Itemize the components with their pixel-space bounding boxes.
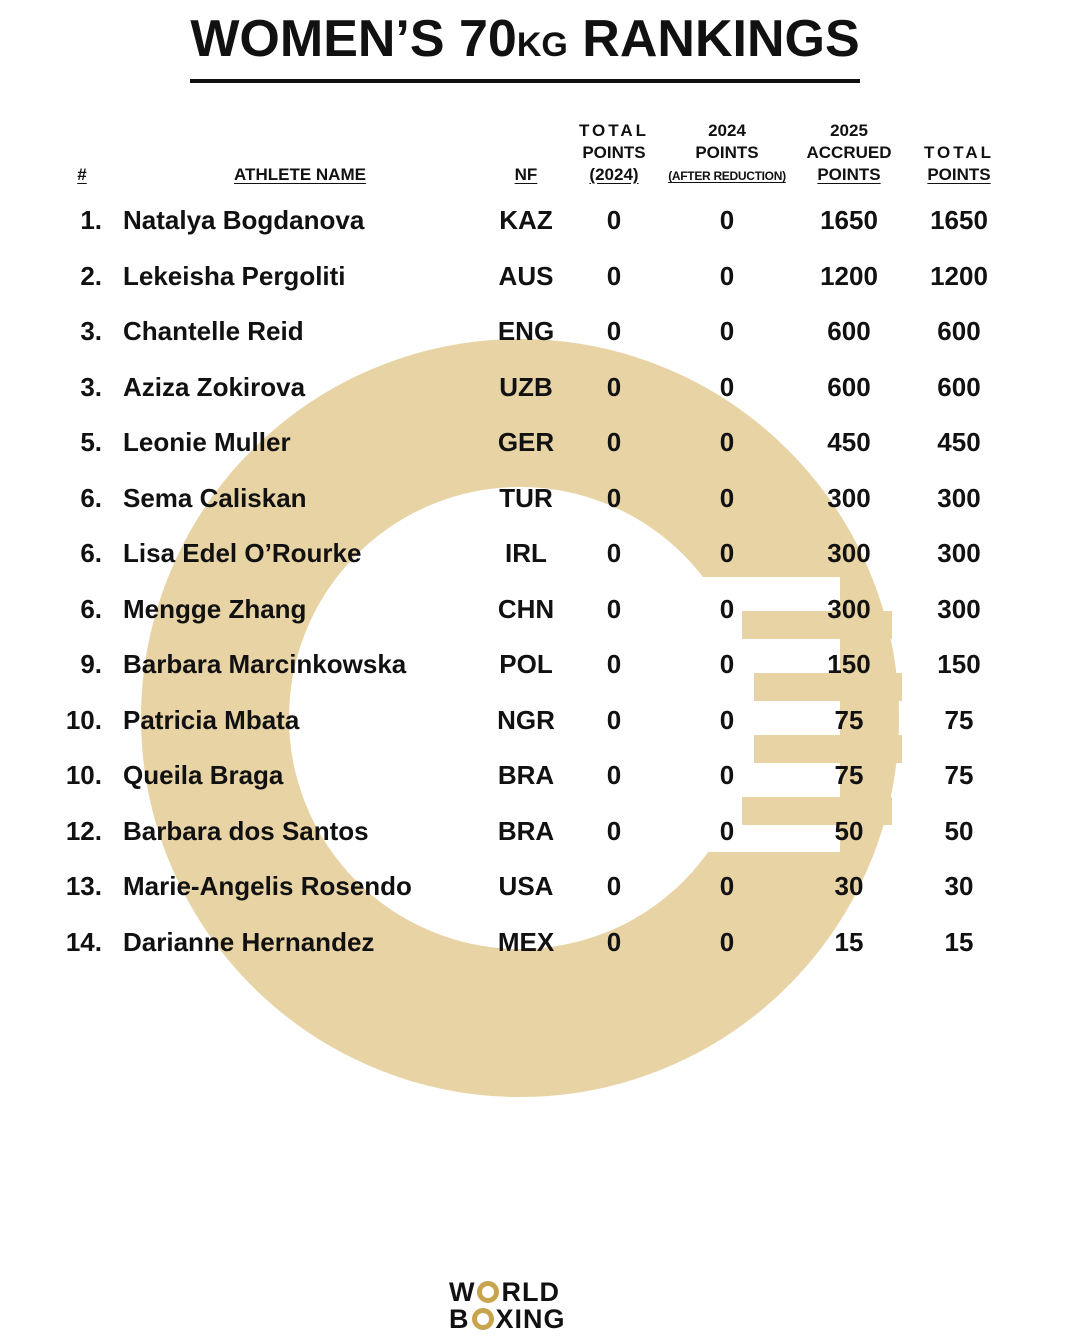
accrued-2025-cell: 75 [834, 760, 864, 790]
accrued-2025-cell: 300 [827, 538, 871, 568]
header-points-2024-line2: POINTS [695, 143, 759, 162]
points-2024-cell: 0 [719, 815, 735, 846]
total-2024-cell: 0 [606, 926, 622, 957]
logo-line-1 [449, 1278, 566, 1305]
header-nf-label: NF [514, 165, 538, 184]
rank-cell: 6. [80, 538, 102, 568]
nf-cell: BRA [497, 815, 555, 846]
accrued-2025-cell: 600 [827, 371, 871, 402]
table-row [0, 473, 1080, 529]
header-athlete-name [200, 164, 400, 186]
athlete-name-cell: Patricia Mbata [123, 704, 300, 735]
points-2024-cell: 0 [719, 926, 735, 957]
total-2024-cell: 0 [606, 760, 622, 790]
header-points-2024-line1: 2024 [708, 121, 746, 140]
athlete-name-cell: Barbara Marcinkowska [123, 649, 407, 679]
header-accrued-2025-line1: 2025 [830, 121, 868, 140]
table-row [0, 861, 1080, 917]
header-accrued-2025-line2: ACCRUED [806, 143, 892, 162]
total-2024-cell: 0 [606, 371, 622, 402]
rank-cell: 1. [80, 205, 102, 235]
rank-cell: 2. [80, 260, 102, 291]
header-rank [62, 164, 102, 186]
points-2024-cell: 0 [719, 704, 735, 735]
header-total-2024 [560, 120, 668, 186]
points-2024-cell: 0 [719, 205, 735, 235]
nf-cell: KAZ [499, 205, 553, 235]
athlete-name-cell: Barbara dos Santos [123, 815, 369, 846]
accrued-2025-cell: 15 [834, 926, 864, 957]
nf-cell: CHN [497, 593, 555, 624]
nf-cell: IRL [505, 538, 547, 568]
table-row [0, 251, 1080, 307]
header-total-2024-line1: TOTAL [578, 121, 650, 140]
athlete-name-cell: Natalya Bogdanova [123, 205, 365, 235]
nf-cell: ENG [497, 316, 555, 346]
rank-cell: 10. [65, 704, 102, 735]
table-row [0, 528, 1080, 584]
title-main: WOMEN’S 70 [190, 10, 517, 68]
points-2024-cell: 0 [719, 482, 735, 513]
accrued-2025-cell: 1650 [820, 205, 878, 235]
page-title [0, 12, 1050, 83]
rank-cell: 3. [80, 316, 102, 346]
points-2024-cell: 0 [719, 649, 735, 679]
table-row [0, 362, 1080, 418]
total-points-cell: 300 [937, 482, 981, 513]
header-total [906, 142, 1012, 186]
header-accrued-2025 [794, 120, 904, 186]
header-athlete-label: ATHLETE NAME [234, 165, 366, 184]
accrued-2025-cell: 30 [834, 871, 864, 901]
points-2024-cell: 0 [719, 760, 735, 790]
rank-cell: 14. [65, 926, 102, 957]
athlete-name-cell: Marie-Angelis Rosendo [123, 871, 412, 901]
table-row [0, 917, 1080, 973]
table-row [0, 806, 1080, 862]
total-points-cell: 450 [937, 427, 981, 457]
total-2024-cell: 0 [606, 593, 622, 624]
rank-cell: 3. [80, 371, 102, 402]
nf-cell: USA [498, 871, 554, 901]
logo-ring-icon [477, 1281, 499, 1303]
header-total-2024-line2: POINTS [582, 143, 646, 162]
nf-cell: BRA [497, 760, 555, 790]
total-points-cell: 1650 [930, 205, 988, 235]
points-2024-cell: 0 [719, 871, 735, 901]
total-2024-cell: 0 [606, 427, 622, 457]
points-2024-cell: 0 [719, 316, 735, 346]
athlete-name-cell: Aziza Zokirova [123, 371, 306, 402]
accrued-2025-cell: 450 [827, 427, 871, 457]
title-suffix: RANKINGS [567, 10, 860, 68]
total-2024-cell: 0 [606, 704, 622, 735]
accrued-2025-cell: 300 [827, 482, 871, 513]
total-points-cell: 600 [937, 371, 981, 402]
title-unit: KG [516, 26, 568, 64]
rank-cell: 6. [80, 593, 102, 624]
table-row [0, 695, 1080, 751]
athlete-name-cell: Mengge Zhang [123, 593, 307, 624]
table-row [0, 417, 1080, 473]
total-points-cell: 75 [944, 760, 974, 790]
accrued-2025-cell: 300 [827, 593, 871, 624]
logo-line2-a: B [449, 1303, 470, 1334]
athlete-name-cell: Darianne Hernandez [123, 926, 375, 957]
logo-line1-a: W [449, 1276, 476, 1307]
rank-cell: 5. [80, 427, 102, 457]
athlete-name-cell: Lekeisha Pergoliti [123, 260, 346, 291]
total-2024-cell: 0 [606, 815, 622, 846]
header-nf [486, 164, 566, 186]
header-total-2024-line3: (2024) [589, 165, 639, 184]
header-accrued-2025-line3: POINTS [817, 165, 881, 184]
total-points-cell: 15 [944, 926, 974, 957]
total-2024-cell: 0 [606, 482, 622, 513]
header-points-2024-line3: (AFTER REDUCTION) [668, 169, 786, 183]
total-2024-cell: 0 [606, 205, 622, 235]
athlete-name-cell: Leonie Muller [123, 427, 291, 457]
nf-cell: UZB [499, 371, 553, 402]
table-row [0, 750, 1080, 806]
rank-cell: 12. [65, 815, 102, 846]
total-points-cell: 300 [937, 593, 981, 624]
logo-line1-b: RLD [501, 1276, 560, 1307]
total-points-cell: 600 [937, 316, 981, 346]
athlete-name-cell: Queila Braga [123, 760, 284, 790]
accrued-2025-cell: 150 [827, 649, 871, 679]
total-2024-cell: 0 [606, 260, 622, 291]
header-total-line1: TOTAL [923, 143, 995, 162]
rankings-table [0, 195, 1080, 972]
athlete-name-cell: Lisa Edel O’Rourke [123, 538, 362, 568]
logo-ring-icon [472, 1308, 494, 1330]
table-row [0, 306, 1080, 362]
total-points-cell: 300 [937, 538, 981, 568]
total-2024-cell: 0 [606, 316, 622, 346]
world-boxing-logo [449, 1278, 566, 1332]
points-2024-cell: 0 [719, 538, 735, 568]
table-row [0, 639, 1080, 695]
header-total-line2: POINTS [927, 165, 991, 184]
total-points-cell: 50 [944, 815, 974, 846]
nf-cell: GER [497, 427, 555, 457]
points-2024-cell: 0 [719, 371, 735, 402]
header-points-2024 [664, 120, 790, 187]
logo-line-2 [449, 1305, 566, 1332]
points-2024-cell: 0 [719, 260, 735, 291]
athlete-name-cell: Chantelle Reid [123, 316, 304, 346]
total-points-cell: 150 [937, 649, 981, 679]
total-points-cell: 30 [944, 871, 974, 901]
rank-cell: 10. [65, 760, 102, 790]
header-rank-label: # [77, 165, 87, 184]
nf-cell: POL [499, 649, 553, 679]
points-2024-cell: 0 [719, 593, 735, 624]
nf-cell: AUS [498, 260, 554, 291]
nf-cell: NGR [497, 704, 555, 735]
table-row [0, 195, 1080, 251]
nf-cell: TUR [499, 482, 553, 513]
total-2024-cell: 0 [606, 871, 622, 901]
table-row [0, 584, 1080, 640]
rank-cell: 6. [80, 482, 102, 513]
accrued-2025-cell: 600 [827, 316, 871, 346]
rank-cell: 9. [80, 649, 102, 679]
points-2024-cell: 0 [719, 427, 735, 457]
accrued-2025-cell: 1200 [820, 260, 878, 291]
total-points-cell: 75 [944, 704, 974, 735]
nf-cell: MEX [497, 926, 555, 957]
accrued-2025-cell: 75 [834, 704, 864, 735]
total-2024-cell: 0 [606, 538, 622, 568]
logo-line2-b: XING [495, 1303, 566, 1334]
total-points-cell: 1200 [930, 260, 988, 291]
total-2024-cell: 0 [606, 649, 622, 679]
rank-cell: 13. [65, 871, 102, 901]
accrued-2025-cell: 50 [834, 815, 864, 846]
athlete-name-cell: Sema Caliskan [123, 482, 307, 513]
